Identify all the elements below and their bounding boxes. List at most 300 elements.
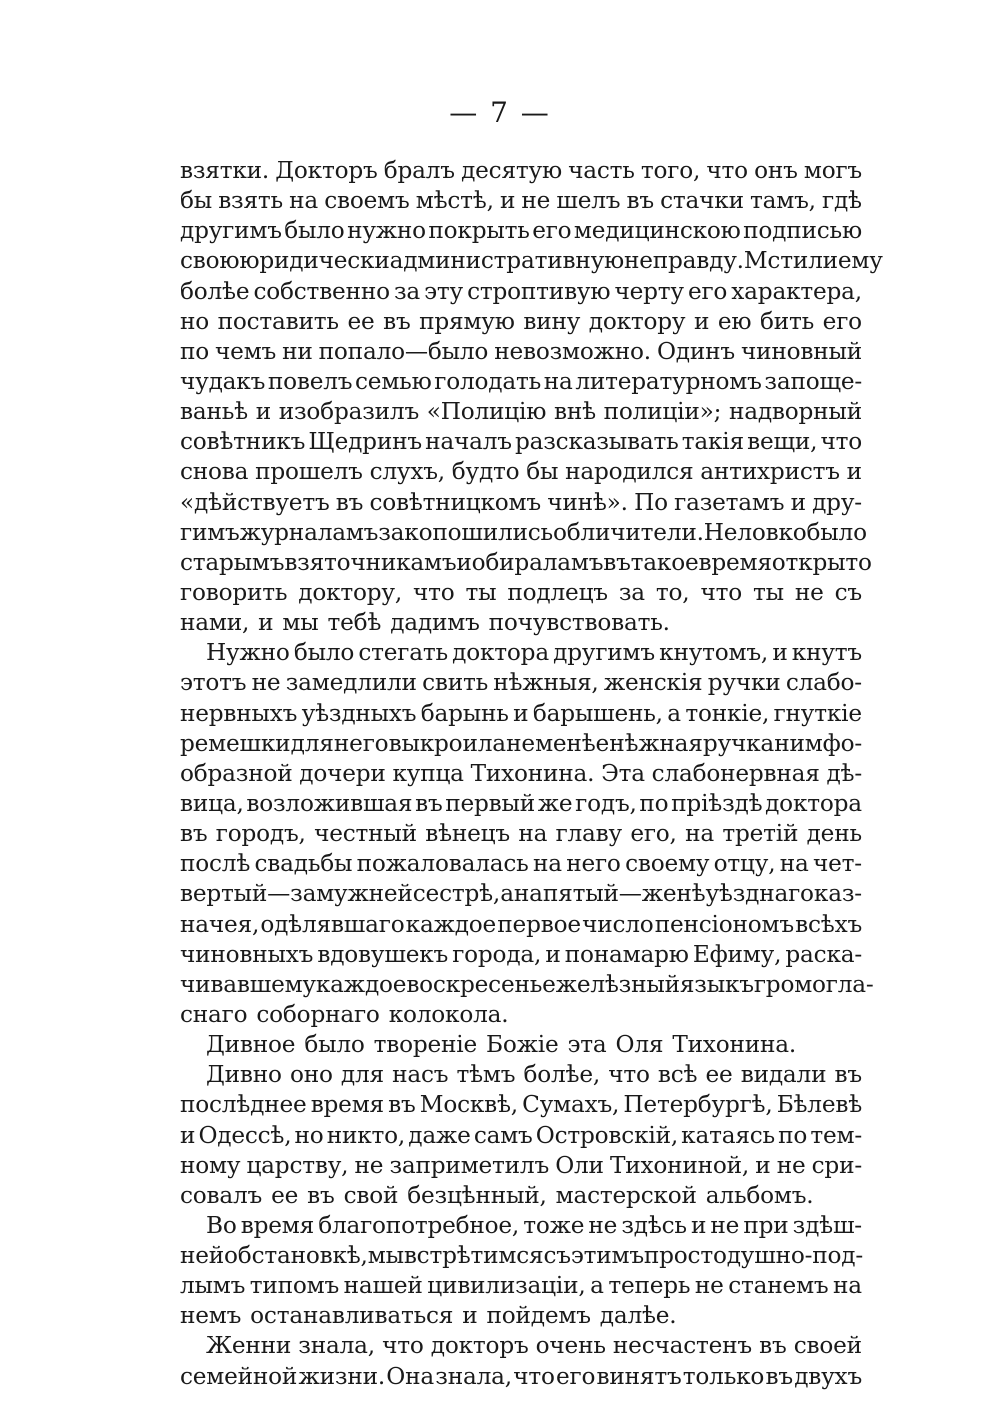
text-line [180, 1030, 862, 1060]
word: въ [765, 1362, 793, 1390]
word: внѣ [553, 398, 596, 426]
word: другимъ [180, 217, 282, 245]
word: нервныхъ [180, 699, 298, 727]
word: главу [555, 820, 622, 848]
word: но [294, 1121, 324, 1149]
word: всѣхъ [795, 910, 862, 938]
word: Нужно [206, 639, 290, 667]
word: пожаловалась [356, 850, 529, 878]
text-line [180, 488, 862, 518]
word: нимфо- [774, 729, 862, 757]
word: годъ, [575, 789, 637, 817]
word: Оли [555, 1151, 604, 1179]
word: обстановкѣ, [224, 1242, 368, 1270]
word: очень [535, 1332, 606, 1360]
word: было [293, 639, 355, 667]
text-line [180, 216, 862, 246]
word: громогла- [753, 970, 874, 998]
word: ремешки [180, 729, 291, 757]
word: немъ [180, 1302, 242, 1330]
text-line [180, 849, 862, 879]
word: что [820, 428, 862, 456]
word: поставить [217, 307, 339, 335]
word: не [521, 187, 551, 215]
word: Одессѣ, [198, 1121, 292, 1149]
word: доктору [588, 307, 686, 335]
word: Она [386, 1362, 434, 1390]
word: бы [180, 187, 213, 215]
word: административную [389, 247, 624, 275]
word: шелъ [556, 187, 621, 215]
word: замедлили [285, 669, 417, 697]
word: обличители. [552, 518, 704, 546]
word: ручка [702, 729, 775, 757]
word: свой [343, 1181, 399, 1209]
word: неправду. [624, 247, 744, 275]
word: одѣлявшаго [260, 910, 405, 938]
word: колокола. [388, 1000, 509, 1028]
word: не [776, 1151, 806, 1179]
word: тоже [523, 1211, 585, 1239]
word: Сумахъ, [522, 1091, 620, 1119]
text-line [180, 879, 862, 909]
word: черту [614, 277, 684, 305]
word: нѣжныя, [493, 669, 599, 697]
word: невозможно. [494, 337, 651, 365]
word: стачки [660, 187, 744, 215]
word: мѣстѣ, [415, 187, 494, 215]
word: и [180, 1121, 196, 1149]
word: желѣзный [555, 970, 680, 998]
word: было [284, 217, 345, 245]
word: несчастенъ [612, 1332, 752, 1360]
word: сри- [811, 1151, 862, 1179]
word: него [566, 850, 621, 878]
word: гнуткіе [773, 699, 862, 727]
word: Одинъ [656, 337, 735, 365]
word: слабо- [785, 669, 862, 697]
word: взятки. [180, 157, 270, 184]
word: нашей [343, 1272, 423, 1300]
word: Петербургѣ, [623, 1091, 773, 1119]
word: надворный [728, 398, 862, 426]
word: тамъ, [750, 187, 816, 215]
word: никто, [326, 1121, 406, 1149]
word: и [772, 639, 788, 667]
text-line [180, 427, 862, 457]
text-line [180, 246, 883, 276]
word: вещи, [747, 428, 818, 456]
word: заприметилъ [389, 1151, 550, 1179]
word: голодать [434, 367, 542, 395]
word: а [500, 880, 514, 908]
word: ее [705, 1061, 733, 1089]
word: на [543, 367, 573, 395]
word: чемъ [215, 337, 277, 365]
word: Тихонина. [672, 1031, 797, 1059]
word: своемъ [324, 187, 410, 215]
word: альбомъ. [705, 1181, 814, 1209]
word: юридически [239, 247, 390, 275]
word: въ [415, 789, 443, 817]
word: не [354, 1151, 384, 1179]
word: вдовушекъ [317, 940, 449, 968]
word: число [582, 910, 654, 938]
word: что [706, 157, 748, 184]
word: взяточникамъ [284, 548, 457, 576]
word: жизни. [298, 1362, 385, 1390]
word: своей [793, 1332, 862, 1360]
word: Щедринъ [308, 428, 422, 456]
word: прямую [419, 307, 515, 335]
word: винятъ [596, 1362, 682, 1390]
word: время [698, 548, 772, 576]
word: сестрѣ, [412, 880, 501, 908]
word: теперь [608, 1272, 691, 1300]
text-line [180, 789, 862, 819]
word: стегать [358, 639, 448, 667]
word: даже [408, 1121, 471, 1149]
word: десятую [461, 157, 562, 184]
word: то, [655, 578, 690, 606]
word: докторъ [430, 1332, 529, 1360]
word: доктора [452, 639, 549, 667]
word: типомъ [249, 1272, 340, 1300]
word: покрыть [428, 217, 530, 245]
word: другимъ [553, 639, 655, 667]
word: образной [180, 759, 293, 787]
word: города, [452, 940, 542, 968]
word: Дивное [206, 1031, 296, 1059]
word: и [691, 1211, 707, 1239]
word: Докторъ [275, 157, 378, 184]
word: въ [603, 548, 631, 576]
word: часть [568, 157, 635, 184]
text-line [180, 457, 862, 487]
word: твореніе [373, 1031, 478, 1059]
word: Тихонина. [470, 759, 595, 787]
word: по [180, 337, 210, 365]
word: ему [837, 247, 883, 275]
word: чет- [813, 850, 862, 878]
word: барынь [420, 699, 509, 727]
word: и [693, 307, 710, 335]
word: пойдемъ [486, 1302, 591, 1330]
text-line [180, 1181, 862, 1211]
word: что [700, 578, 742, 606]
word: свою [180, 247, 240, 275]
word: съ [543, 1242, 571, 1270]
word: городъ, [215, 820, 306, 848]
word: тѣмъ [456, 1061, 516, 1089]
word: него [333, 729, 389, 757]
word: снаго [180, 1000, 248, 1028]
word: пенсіономъ [654, 910, 794, 938]
word: дочери [299, 759, 386, 787]
word: пятый—женѣ [542, 880, 706, 908]
word: дѣ- [826, 759, 862, 787]
text-line [180, 1241, 862, 1271]
word: ней [180, 1242, 225, 1270]
text-line [180, 1301, 862, 1331]
word: цивилизаціи, [427, 1272, 586, 1300]
word: вица, [180, 789, 244, 817]
word: первое [497, 910, 581, 938]
word: отцу, [713, 850, 776, 878]
text-line [180, 367, 862, 397]
text-line [180, 578, 862, 608]
page-number: — 7 — [449, 96, 551, 129]
word: «Полицію [426, 398, 547, 426]
word: для [290, 729, 334, 757]
text-line [180, 729, 862, 759]
word: понамарю [564, 940, 689, 968]
word: что [413, 578, 455, 606]
word: катаясь [681, 1121, 775, 1149]
word: началъ [425, 428, 512, 456]
word: съ [834, 578, 862, 606]
word: своему [625, 850, 710, 878]
word: мы [367, 1242, 404, 1270]
word: выкроила [388, 729, 506, 757]
word: Бѣлевѣ [776, 1091, 862, 1119]
word: благопотребное, [318, 1211, 520, 1239]
word: но [180, 307, 210, 335]
word: его, [630, 820, 677, 848]
word: изобразилъ [278, 398, 419, 426]
word: начея, [180, 910, 260, 938]
word: гимъ [180, 518, 240, 546]
word: вертый—замужней [180, 880, 413, 908]
word: такія [681, 428, 744, 456]
word: уѣзднаго [705, 880, 814, 908]
word: въ [626, 187, 654, 215]
word: при [743, 1211, 789, 1239]
word: литературномъ [575, 367, 762, 395]
word: соборнаго [256, 1000, 380, 1028]
word: ее [347, 307, 375, 335]
word: на [518, 820, 548, 848]
word: Мстили [743, 247, 838, 275]
word: совѣтницкомъ [369, 488, 541, 516]
word: доктора [765, 789, 862, 817]
word: могъ [803, 157, 862, 184]
word: было [304, 1031, 365, 1059]
word: менѣе [535, 729, 609, 757]
word: строптивую [467, 277, 611, 305]
word: было [806, 518, 867, 546]
word: лымъ [180, 1272, 246, 1300]
word: въ [759, 1332, 787, 1360]
body-text [180, 156, 883, 1392]
word: нѣжная [609, 729, 703, 757]
word: журналамъ [239, 518, 379, 546]
word: каз- [813, 880, 862, 908]
word: языкъ [679, 970, 754, 998]
word: народился [565, 458, 694, 486]
word: Во [206, 1211, 237, 1239]
word: Неловко [703, 518, 807, 546]
text-line [180, 518, 867, 548]
word: его [556, 1362, 596, 1390]
word: разсказывать [514, 428, 679, 456]
word: мы [282, 609, 319, 637]
word: вину [523, 307, 581, 335]
text-line [180, 1121, 862, 1151]
word: за [618, 578, 645, 606]
word: на [833, 1272, 862, 1300]
word: совѣтникъ [180, 428, 306, 456]
word: на [685, 820, 714, 848]
text-line [180, 548, 872, 578]
text-line [180, 1151, 862, 1181]
text-line [180, 1060, 862, 1090]
word: дру- [812, 488, 862, 516]
word: чудакъ [180, 367, 266, 395]
word: болѣе, [523, 1061, 601, 1089]
word: По [634, 488, 668, 516]
word: въ [388, 1091, 416, 1119]
word: для [340, 1061, 384, 1089]
word: воскресенье [406, 970, 556, 998]
text-line [180, 277, 862, 307]
word: Тихониной, [609, 1151, 750, 1179]
word: честный [314, 820, 417, 848]
word: на [532, 850, 562, 878]
word: совалъ [180, 1181, 263, 1209]
word: закопошились [378, 518, 553, 546]
word: свадьбы [254, 850, 353, 878]
word: его [822, 307, 862, 335]
word: время [310, 1091, 384, 1119]
word: простодушно-под- [643, 1242, 863, 1270]
word: и [545, 940, 561, 968]
word: что [513, 1362, 555, 1390]
word: купца [392, 759, 464, 787]
text-line [180, 397, 862, 427]
word: полиціи»; [603, 398, 722, 426]
text-line [180, 307, 862, 337]
word: свить [422, 669, 489, 697]
word: Ефиму, [692, 940, 782, 968]
word: самъ [473, 1121, 533, 1149]
word: подлецъ [507, 578, 608, 606]
word: и [258, 609, 274, 637]
word: станемъ [728, 1272, 829, 1300]
word: мастерской [555, 1181, 697, 1209]
word: ни [282, 337, 313, 365]
word: ному [180, 1151, 241, 1179]
word: старымъ [180, 548, 285, 576]
text-line [180, 1331, 862, 1361]
word: видали [740, 1061, 827, 1089]
word: кнутъ [791, 639, 862, 667]
word: бить [759, 307, 815, 335]
text-line [180, 1000, 862, 1030]
word: собственно [253, 277, 390, 305]
word: оно [289, 1061, 333, 1089]
word: не [794, 578, 824, 606]
word: раска- [785, 940, 862, 968]
word: въ [383, 307, 411, 335]
word: по [778, 1121, 808, 1149]
word: каждое [315, 970, 407, 998]
word: эту [424, 277, 463, 305]
word: взять [218, 187, 283, 215]
word: семью [355, 367, 432, 395]
word: Божіе [486, 1031, 559, 1059]
word: эта [567, 1031, 607, 1059]
word: въ [180, 820, 208, 848]
word: и [790, 488, 806, 516]
word: болѣе [180, 277, 250, 305]
word: газетамъ [674, 488, 785, 516]
word: день [806, 820, 862, 848]
word: запощe- [764, 367, 862, 395]
word: тем- [810, 1121, 862, 1149]
word: такое [630, 548, 699, 576]
word: обираламъ [471, 548, 604, 576]
word: не [506, 729, 535, 757]
word: первый [445, 789, 536, 817]
word: что [382, 1332, 424, 1360]
word: на [779, 850, 809, 878]
word: и [755, 1151, 771, 1179]
text-line [180, 337, 862, 367]
word: доктору, [298, 578, 403, 606]
word: насъ [392, 1061, 449, 1089]
word: тонкіе, [685, 699, 770, 727]
word: ты [752, 578, 784, 606]
word: будто [451, 458, 520, 486]
word: на [289, 187, 319, 215]
word: этимъ [570, 1242, 644, 1270]
word: встрѣтимся [403, 1242, 544, 1270]
word: Москвѣ, [419, 1091, 518, 1119]
word: чивавшему [180, 970, 316, 998]
word: не [251, 669, 281, 697]
word: прошелъ [255, 458, 363, 486]
word: и [499, 187, 516, 215]
word: попало—было [318, 337, 489, 365]
word: подписью [743, 217, 862, 245]
word: бы [526, 458, 559, 486]
word: ею [717, 307, 752, 335]
word: за [393, 277, 421, 305]
text-line [180, 699, 862, 729]
word: не [694, 1272, 724, 1300]
word: и [456, 548, 472, 576]
word: Женни [206, 1332, 292, 1360]
word: не [710, 1211, 740, 1239]
word: и [255, 398, 271, 426]
word: его [687, 277, 728, 305]
word: возложившая [246, 789, 413, 817]
word: его [532, 217, 572, 245]
word: онъ [754, 157, 798, 184]
word: нами, [180, 609, 250, 637]
word: ваньѣ [180, 398, 248, 426]
word: женскія [603, 669, 703, 697]
word: безцѣнный, [407, 1181, 547, 1209]
word: же [537, 789, 573, 817]
word: вѣнецъ [425, 820, 510, 848]
word: ручки [707, 669, 781, 697]
text-line [180, 1211, 862, 1241]
word: дадимъ [390, 609, 480, 637]
word: открыто [771, 548, 872, 576]
text-line [180, 970, 874, 1000]
